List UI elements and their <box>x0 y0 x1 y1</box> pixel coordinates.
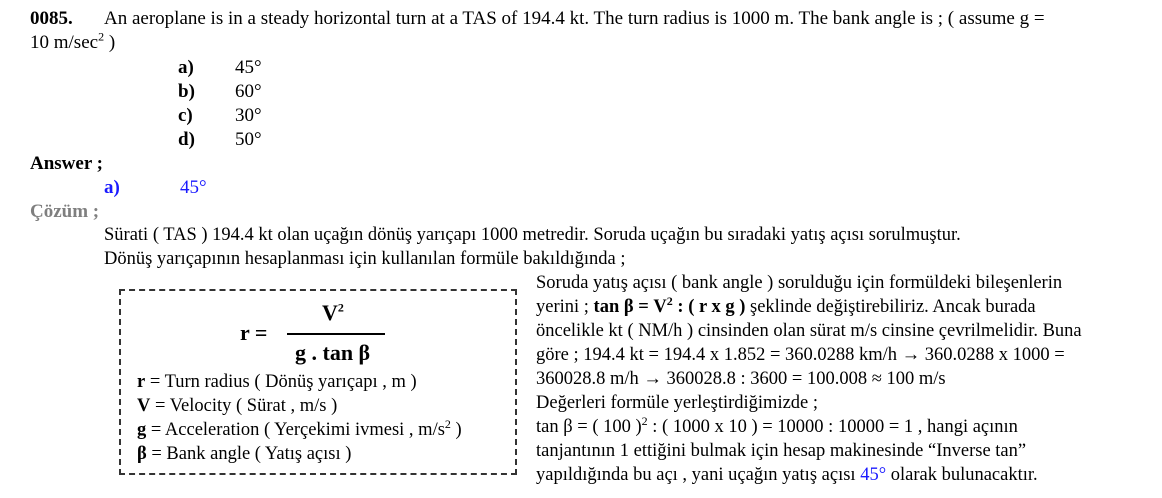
answer-value: 45° <box>180 177 207 198</box>
option-b-value: 60° <box>235 81 262 102</box>
answer-label: Answer ; <box>30 153 104 174</box>
explanation-line6: Değerleri formüle yerleştirdiğimizde ; <box>536 393 819 413</box>
formula-denominator: g . tan β <box>295 340 371 365</box>
answer-letter: a) <box>104 177 120 198</box>
explanation-line9: yapıldığında bu açı , yani uçağın yatış açısı 45° olarak bulunacaktır. <box>536 465 1038 485</box>
solution-line2: Dönüş yarıçapının hesaplanması için kullanılan formüle bakıldığında ; <box>104 249 626 269</box>
legend-g: g = Acceleration ( Yerçekimi ivmesi , $m/s^2$ ) <box>137 416 462 440</box>
formula-numerator: $V^2$ <box>322 300 344 325</box>
legend-v: V = Velocity ( Sürat , m/s ) <box>137 396 338 416</box>
formula-lhs: r = <box>240 320 268 345</box>
option-a-letter: a) <box>178 57 194 78</box>
explanation-line1: Soruda yatış açısı ( bank angle ) sorulduğu için formüldeki bileşenlerin <box>536 273 1063 293</box>
explanation-line5: 360028.8 m/h → 360028.8 : 3600 = 100.008 ≈ 100 m/s <box>536 369 946 389</box>
option-b-letter: b) <box>178 81 195 102</box>
legend-beta: β = Bank angle ( Yatış açısı ) <box>137 444 352 464</box>
question-text-line1: An aeroplane is in a steady horizontal turn at a TAS of 194.4 kt. The turn radius is 1000 m. The bank angle is ; ( assume g = <box>104 8 1045 29</box>
explanation-line4: göre ; 194.4 kt = 194.4 x 1.852 = 360.0288 km/h → 360.0288 x 1000 = <box>536 345 1065 365</box>
explanation-line8: tanjantının 1 ettiğini bulmak için hesap makinesinde “Inverse tan” <box>536 441 1027 461</box>
explanation-answer-highlight: 45° <box>860 465 887 485</box>
solution-label: Çözüm ; <box>30 201 100 222</box>
option-d-letter: d) <box>178 129 195 150</box>
question-number: 0085. <box>30 8 73 29</box>
option-c-value: 30° <box>235 105 262 126</box>
explanation-line2: yerini ; $\tan \beta = V^2$ : ( r x g ) şeklinde değiştirebiliriz. Ancak burada <box>536 293 1036 317</box>
option-d-value: 50° <box>235 129 262 150</box>
question-text-line2: 10 $m/\sec^2$ ) <box>30 29 116 53</box>
explanation-line3: öncelikle kt ( NM/h ) cinsinden olan sürat m/s cinsine çevrilmelidir. Buna <box>536 321 1082 341</box>
fraction-bar <box>287 333 385 335</box>
option-a-value: 45° <box>235 57 262 78</box>
option-c-letter: c) <box>178 105 193 126</box>
explanation-line7: tan β = ( 100 )$^2$ : ( 1000 x 10 ) = 10000 : 10000 = 1 , hangi açının <box>536 413 1018 437</box>
solution-line1: Sürati ( TAS ) 194.4 kt olan uçağın dönüş yarıçapı 1000 metredir. Soruda uçağın bu sıradaki yatış açısı sorulmuştur. <box>104 225 961 245</box>
legend-r: r = Turn radius ( Dönüş yarıçapı , m ) <box>137 372 417 392</box>
